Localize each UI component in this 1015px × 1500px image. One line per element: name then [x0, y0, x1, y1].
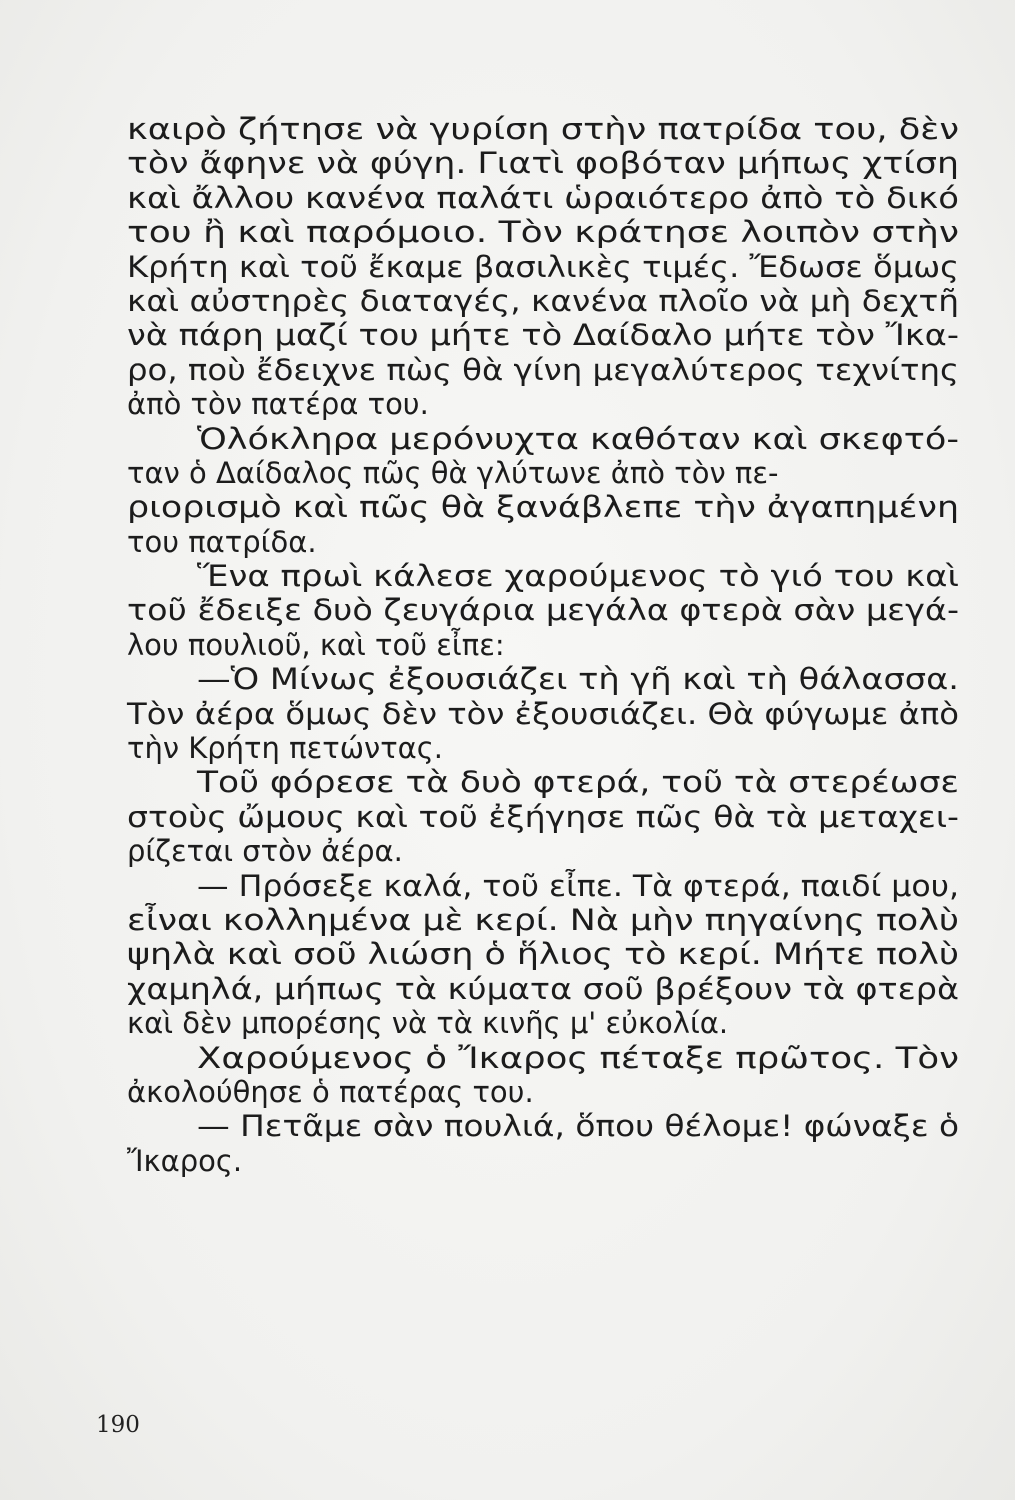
text-line [127, 318, 967, 352]
text-line-content: τοῦ ἔδειξε δυὸ ζευγάρια μεγάλα φτερὰ σὰν μεγά- [127, 593, 960, 628]
text-line-content: Ὁλόκληρα μερόνυχτα καθόταν καὶ σκεφτό- [197, 421, 960, 456]
text-line [127, 731, 967, 765]
text-line [127, 112, 967, 146]
text-line-content: του ἢ καὶ παρόμοιο. Τὸν κράτησε λοιπὸν στὴν [127, 215, 960, 250]
text-line [127, 903, 967, 937]
text-line-content: Τὸν ἀέρα ὅμως δὲν τὸν ἐξουσιάζει. Θὰ φύγωμε ἀπὸ [127, 696, 960, 731]
text-line [127, 834, 967, 868]
text-line-content: — Πρόσεξε καλά, τοῦ εἶπε. Τὰ φτερά, παιδί μου, [197, 868, 959, 903]
text-line-content: ἀκολούθησε ὁ πατέρας του. [127, 1074, 534, 1109]
text-line [127, 146, 967, 180]
text-line [127, 387, 967, 421]
text-line-content: Χαρούμενος ὁ Ἴκαρος πέταξε πρῶτος. Τὸν [197, 1040, 959, 1075]
text-line [127, 559, 967, 593]
text-line [127, 869, 967, 903]
text-line-content: ἀπὸ τὸν πατέρα του. [127, 387, 429, 422]
text-line [127, 1075, 967, 1109]
text-line [127, 250, 967, 284]
text-line [127, 628, 967, 662]
text-line [127, 937, 967, 971]
text-line-content: καὶ ἄλλου κανένα παλάτι ὡραιότερο ἀπὸ τὸ δικό [127, 180, 959, 215]
text-line-content: Τοῦ φόρεσε τὰ δυὸ φτερά, τοῦ τὰ στερέωσε [197, 765, 960, 800]
page-number: 190 [96, 1412, 140, 1438]
text-line [127, 1006, 967, 1040]
text-line-content: τὴν Κρήτη πετώντας. [127, 731, 444, 766]
text-line-content: εἶναι κολλημένα μὲ κερί. Νὰ μὴν πηγαίνης πολὺ [127, 902, 959, 937]
text-line-content: καὶ δὲν μπορέσης νὰ τὰ κινῆς μ' εὐκολία. [127, 1006, 729, 1041]
text-line [127, 662, 967, 696]
text-line [127, 215, 967, 249]
text-line-content: καὶ αὐστηρὲς διαταγές, κανένα πλοῖο νὰ μὴ δεχτῆ [127, 283, 960, 318]
text-line [127, 422, 967, 456]
text-line-content: ψηλὰ καὶ σοῦ λιώση ὁ ἥλιος τὸ κερί. Μήτε πολὺ [127, 937, 960, 972]
text-line-content: ταν ὁ Δαίδαλος πῶς θὰ γλύτωνε ἀπὸ τὸν πε- [127, 455, 779, 490]
text-line [127, 1144, 967, 1178]
body-text [127, 112, 967, 1178]
text-line-content: Κρήτη καὶ τοῦ ἔκαμε βασιλικὲς τιμές. Ἔδωσε ὅμως [127, 249, 960, 284]
text-line-content: — Πετᾶμε σὰν πουλιά, ὅπου θέλομε! φώναξε ὁ [197, 1109, 960, 1144]
text-line [127, 765, 967, 799]
text-line-content: του πατρίδα. [127, 524, 317, 559]
text-line-content: χαμηλά, μήπως τὰ κύματα σοῦ βρέξουν τὰ φτερὰ [127, 971, 960, 1006]
text-line [127, 284, 967, 318]
text-line [127, 490, 967, 524]
text-line [127, 593, 967, 627]
text-line-content: στοὺς ὤμους καὶ τοῦ ἐξήγησε πῶς θὰ τὰ μεταχει- [127, 799, 959, 834]
text-line-content: καιρὸ ζήτησε νὰ γυρίση στὴν πατρίδα του, δὲν [127, 112, 960, 146]
text-line-content: —Ὁ Μίνως ἐξουσιάζει τὴ γῆ καὶ τὴ θάλασσα. [197, 662, 959, 697]
text-line-content: ριορισμὸ καὶ πῶς θὰ ξανάβλεπε τὴν ἀγαπημένη [127, 490, 960, 525]
text-line [127, 800, 967, 834]
text-line-content: τὸν ἄφηνε νὰ φύγη. Γιατὶ φοβόταν μήπως χτίση [127, 146, 959, 181]
text-line [127, 181, 967, 215]
text-line [127, 697, 967, 731]
text-line-content: Ἕνα πρωὶ κάλεσε χαρούμενος τὸ γιό του καὶ [197, 559, 960, 594]
text-line-content: Ἴκαρος. [127, 1143, 243, 1178]
text-line [127, 456, 967, 490]
text-line [127, 972, 967, 1006]
text-line-content: λου πουλιοῦ, καὶ τοῦ εἶπε: [127, 627, 505, 662]
text-line-content: ρο, ποὺ ἔδειχνε πὼς θὰ γίνη μεγαλύτερος τεχνίτης [127, 352, 960, 387]
text-line-content: νὰ πάρη μαζί του μήτε τὸ Δαίδαλο μήτε τὸν Ἴκα- [127, 318, 960, 353]
text-line [127, 525, 967, 559]
text-line [127, 1041, 967, 1075]
text-line [127, 1109, 967, 1143]
text-line [127, 353, 967, 387]
text-line-content: ρίζεται στὸν ἀέρα. [127, 834, 403, 869]
